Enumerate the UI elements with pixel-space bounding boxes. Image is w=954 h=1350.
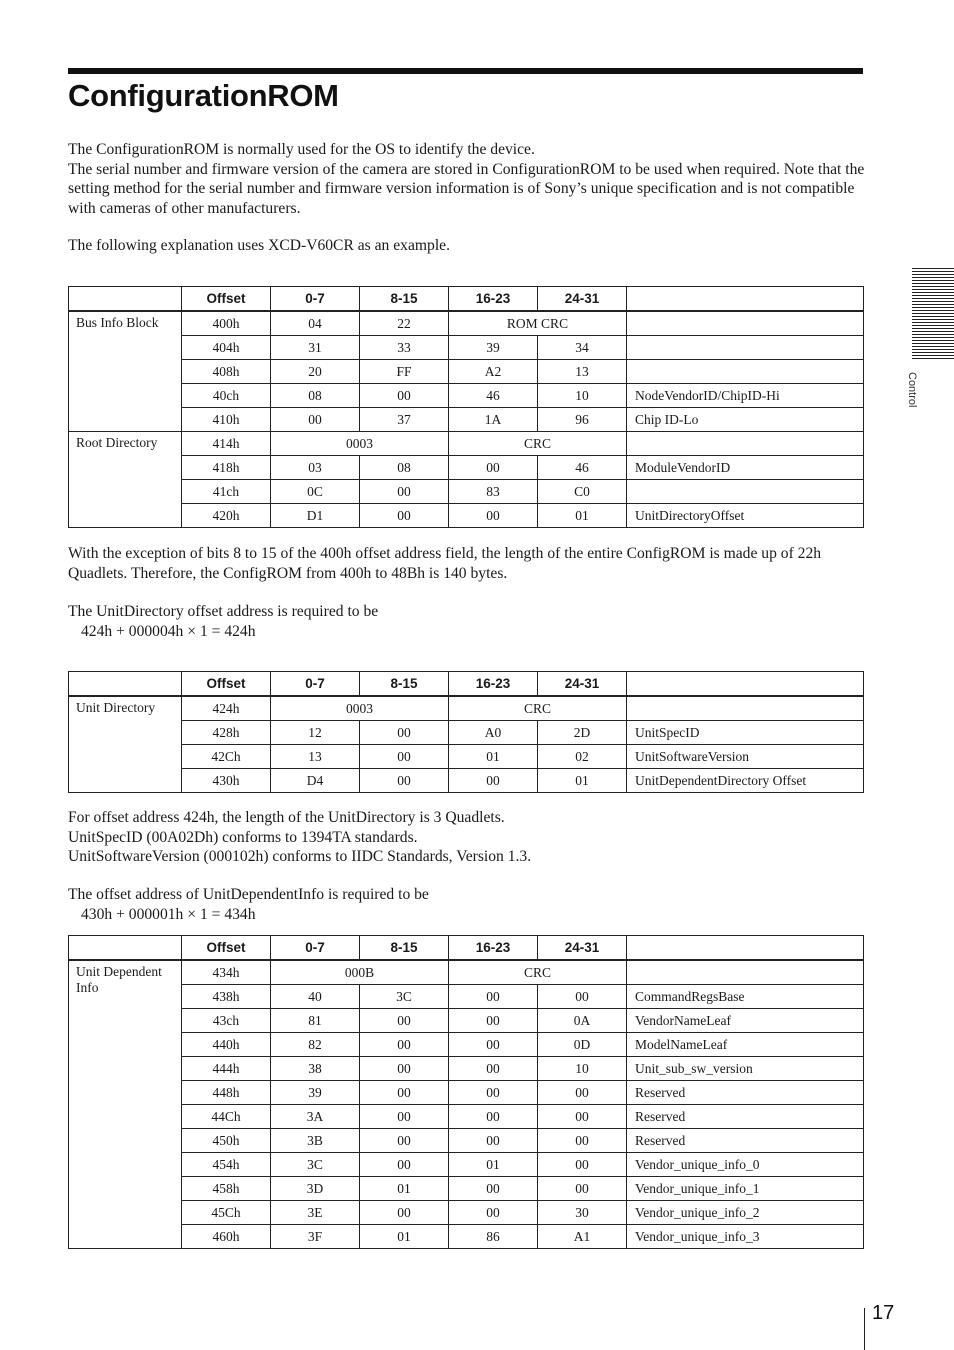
value-cell: 00 bbox=[360, 1081, 449, 1105]
description-cell bbox=[627, 360, 864, 384]
description-cell: UnitDependentDirectory Offset bbox=[627, 769, 864, 793]
value-cell: 3A bbox=[271, 1105, 360, 1129]
header-bits-24-31: 24-31 bbox=[538, 287, 627, 312]
value-cell: 00 bbox=[538, 1129, 627, 1153]
table-row bbox=[69, 1033, 864, 1057]
table-header-row bbox=[69, 287, 864, 312]
table-row bbox=[69, 336, 864, 360]
offset-cell: 41ch bbox=[182, 480, 271, 504]
offset-cell: 434h bbox=[182, 960, 271, 985]
value-cell: D1 bbox=[271, 504, 360, 528]
value-cell: 3E bbox=[271, 1201, 360, 1225]
value-cell: A1 bbox=[538, 1225, 627, 1249]
value-cell: 12 bbox=[271, 721, 360, 745]
description-cell bbox=[627, 432, 864, 456]
value-cell: 01 bbox=[360, 1225, 449, 1249]
value-cell: 00 bbox=[449, 1129, 538, 1153]
table-row bbox=[69, 696, 864, 721]
offset-cell: 40ch bbox=[182, 384, 271, 408]
group-label: Unit Directory bbox=[69, 696, 182, 793]
value-cell: D4 bbox=[271, 769, 360, 793]
offset-cell: 444h bbox=[182, 1057, 271, 1081]
value-cell: 86 bbox=[449, 1225, 538, 1249]
header-group bbox=[69, 936, 182, 961]
value-cell: 46 bbox=[538, 456, 627, 480]
description-cell: Reserved bbox=[627, 1081, 864, 1105]
value-cell: 00 bbox=[271, 408, 360, 432]
value-cell: 01 bbox=[449, 1153, 538, 1177]
value-cell: A2 bbox=[449, 360, 538, 384]
value-cell: 00 bbox=[360, 1129, 449, 1153]
section-side-label bbox=[904, 372, 932, 422]
value-cell: 39 bbox=[449, 336, 538, 360]
section-side-label-text: Control bbox=[906, 372, 918, 408]
value-cell: 0003 bbox=[271, 696, 449, 721]
unitdependent-offset-paragraph bbox=[68, 885, 868, 924]
value-cell: 82 bbox=[271, 1033, 360, 1057]
value-cell: 46 bbox=[449, 384, 538, 408]
value-cell: 2D bbox=[538, 721, 627, 745]
table-row bbox=[69, 1009, 864, 1033]
value-cell: 01 bbox=[449, 745, 538, 769]
unit-dependent-info-table bbox=[68, 935, 864, 1249]
offset-cell: 400h bbox=[182, 311, 271, 336]
header-bits-0-7: 0-7 bbox=[271, 672, 360, 697]
header-group bbox=[69, 287, 182, 312]
table-row bbox=[69, 504, 864, 528]
offset-cell: 424h bbox=[182, 696, 271, 721]
intro-line-1: The ConfigurationROM is normally used for the OS to identify the device. bbox=[68, 141, 535, 158]
value-cell: 3C bbox=[271, 1153, 360, 1177]
value-cell: 01 bbox=[360, 1177, 449, 1201]
group-label: Root Directory bbox=[69, 432, 182, 528]
offset-cell: 45Ch bbox=[182, 1201, 271, 1225]
table-row bbox=[69, 1201, 864, 1225]
value-cell: 00 bbox=[538, 1081, 627, 1105]
value-cell: 10 bbox=[538, 1057, 627, 1081]
offset-cell: 438h bbox=[182, 985, 271, 1009]
header-bits-0-7: 0-7 bbox=[271, 287, 360, 312]
value-cell: 00 bbox=[449, 1009, 538, 1033]
value-cell: 000B bbox=[271, 960, 449, 985]
offset-cell: 440h bbox=[182, 1033, 271, 1057]
offset-cell: 420h bbox=[182, 504, 271, 528]
header-bits-8-15: 8-15 bbox=[360, 287, 449, 312]
offset-cell: 404h bbox=[182, 336, 271, 360]
value-cell: CRC bbox=[449, 432, 627, 456]
note-line-1: For offset address 424h, the length of the UnitDirectory is 3 Quadlets. bbox=[68, 809, 505, 826]
table-row bbox=[69, 456, 864, 480]
value-cell: 00 bbox=[449, 985, 538, 1009]
value-cell: 00 bbox=[360, 504, 449, 528]
value-cell: 04 bbox=[271, 311, 360, 336]
value-cell: 10 bbox=[538, 384, 627, 408]
table-row bbox=[69, 960, 864, 985]
value-cell: 96 bbox=[538, 408, 627, 432]
value-cell: 00 bbox=[360, 1033, 449, 1057]
value-cell: 3B bbox=[271, 1129, 360, 1153]
value-cell: 30 bbox=[538, 1201, 627, 1225]
value-cell: 00 bbox=[449, 1201, 538, 1225]
offset-cell: 410h bbox=[182, 408, 271, 432]
description-cell: UnitDirectoryOffset bbox=[627, 504, 864, 528]
value-cell: 08 bbox=[271, 384, 360, 408]
value-cell: 00 bbox=[360, 1201, 449, 1225]
table-row bbox=[69, 1057, 864, 1081]
value-cell: 83 bbox=[449, 480, 538, 504]
header-description bbox=[627, 287, 864, 312]
description-cell: Vendor_unique_info_0 bbox=[627, 1153, 864, 1177]
table-row bbox=[69, 480, 864, 504]
header-bits-0-7: 0-7 bbox=[271, 936, 360, 961]
table-row bbox=[69, 985, 864, 1009]
header-offset: Offset bbox=[182, 672, 271, 697]
table-row bbox=[69, 1081, 864, 1105]
value-cell: 00 bbox=[360, 1057, 449, 1081]
value-cell: 00 bbox=[538, 1153, 627, 1177]
table-header-row bbox=[69, 936, 864, 961]
unitdependent-offset-formula: 430h + 000001h × 1 = 434h bbox=[81, 905, 256, 923]
example-note: The following explanation uses XCD-V60CR as an example. bbox=[68, 237, 450, 254]
description-cell: NodeVendorID/ChipID-Hi bbox=[627, 384, 864, 408]
description-cell: UnitSpecID bbox=[627, 721, 864, 745]
section-tab-marker bbox=[912, 268, 954, 360]
value-cell: 3C bbox=[360, 985, 449, 1009]
value-cell: 00 bbox=[449, 504, 538, 528]
value-cell: 00 bbox=[360, 1009, 449, 1033]
description-cell: Vendor_unique_info_2 bbox=[627, 1201, 864, 1225]
table-row bbox=[69, 769, 864, 793]
value-cell: 31 bbox=[271, 336, 360, 360]
value-cell: 20 bbox=[271, 360, 360, 384]
header-description bbox=[627, 936, 864, 961]
offset-cell: 42Ch bbox=[182, 745, 271, 769]
page-title: ConfigurationROM bbox=[68, 78, 339, 113]
value-cell: 0D bbox=[538, 1033, 627, 1057]
value-cell: FF bbox=[360, 360, 449, 384]
value-cell: 00 bbox=[360, 480, 449, 504]
value-cell: 08 bbox=[360, 456, 449, 480]
header-bits-24-31: 24-31 bbox=[538, 672, 627, 697]
table-row bbox=[69, 1153, 864, 1177]
intro-line-2: The serial number and firmware version of the camera are stored in ConfigurationROM to be used when required. Note that the setting method for the serial number and firmware version information is of Sony’s unique specification and is not compatible with cameras of other manufacturers. bbox=[68, 160, 865, 217]
value-cell: 1A bbox=[449, 408, 538, 432]
value-cell: 13 bbox=[271, 745, 360, 769]
unitdirectory-offset-paragraph bbox=[68, 602, 868, 641]
header-bits-8-15: 8-15 bbox=[360, 936, 449, 961]
header-bits-16-23: 16-23 bbox=[449, 287, 538, 312]
value-cell: 00 bbox=[360, 1105, 449, 1129]
value-cell: CRC bbox=[449, 696, 627, 721]
value-cell: 01 bbox=[538, 504, 627, 528]
description-cell bbox=[627, 336, 864, 360]
table-row bbox=[69, 360, 864, 384]
offset-cell: 414h bbox=[182, 432, 271, 456]
value-cell: 00 bbox=[449, 1105, 538, 1129]
description-cell bbox=[627, 960, 864, 985]
table-row bbox=[69, 721, 864, 745]
value-cell: 39 bbox=[271, 1081, 360, 1105]
description-cell: Vendor_unique_info_1 bbox=[627, 1177, 864, 1201]
table-row bbox=[69, 384, 864, 408]
description-cell: Vendor_unique_info_3 bbox=[627, 1225, 864, 1249]
page-number: 17 bbox=[872, 1302, 895, 1324]
description-cell: Chip ID-Lo bbox=[627, 408, 864, 432]
table-header-row bbox=[69, 672, 864, 697]
offset-cell: 454h bbox=[182, 1153, 271, 1177]
description-cell: VendorNameLeaf bbox=[627, 1009, 864, 1033]
table-row bbox=[69, 1177, 864, 1201]
note-line-2: UnitSpecID (00A02Dh) conforms to 1394TA standards. bbox=[68, 828, 418, 846]
configrom-length-paragraph: With the exception of bits 8 to 15 of the 400h offset address field, the length of the entire ConfigROM is made up of 22h Quadlets. Therefore, the ConfigROM from 400h to 48Bh is 140 bytes. bbox=[68, 545, 822, 582]
unitdirectory-offset-text: The UnitDirectory offset address is required to be bbox=[68, 603, 379, 620]
value-cell: 00 bbox=[449, 769, 538, 793]
description-cell bbox=[627, 311, 864, 336]
value-cell: 00 bbox=[360, 721, 449, 745]
value-cell: 13 bbox=[538, 360, 627, 384]
note-line-3: UnitSoftwareVersion (000102h) conforms to IIDC Standards, Version 1.3. bbox=[68, 848, 532, 865]
header-bits-24-31: 24-31 bbox=[538, 936, 627, 961]
description-cell bbox=[627, 480, 864, 504]
value-cell: 0A bbox=[538, 1009, 627, 1033]
unitdependent-offset-text: The offset address of UnitDependentInfo is required to be bbox=[68, 886, 429, 903]
bus-info-root-directory-table bbox=[68, 286, 864, 528]
value-cell: 3D bbox=[271, 1177, 360, 1201]
value-cell: 40 bbox=[271, 985, 360, 1009]
value-cell: 81 bbox=[271, 1009, 360, 1033]
offset-cell: 408h bbox=[182, 360, 271, 384]
value-cell: 00 bbox=[360, 769, 449, 793]
offset-cell: 44Ch bbox=[182, 1105, 271, 1129]
description-cell: Unit_sub_sw_version bbox=[627, 1057, 864, 1081]
header-group bbox=[69, 672, 182, 697]
value-cell: 00 bbox=[538, 1177, 627, 1201]
value-cell: 37 bbox=[360, 408, 449, 432]
table-row bbox=[69, 311, 864, 336]
value-cell: 38 bbox=[271, 1057, 360, 1081]
value-cell: 00 bbox=[449, 456, 538, 480]
table-row bbox=[69, 1129, 864, 1153]
group-label: Unit Dependent Info bbox=[69, 960, 182, 1249]
description-cell: ModuleVendorID bbox=[627, 456, 864, 480]
description-cell: Reserved bbox=[627, 1129, 864, 1153]
table-row bbox=[69, 1225, 864, 1249]
value-cell: 00 bbox=[449, 1081, 538, 1105]
page-number-rule bbox=[864, 1308, 865, 1350]
value-cell: 34 bbox=[538, 336, 627, 360]
intro-paragraph bbox=[68, 140, 868, 218]
value-cell: 00 bbox=[360, 745, 449, 769]
table-row bbox=[69, 745, 864, 769]
group-label: Bus Info Block bbox=[69, 311, 182, 432]
offset-cell: 460h bbox=[182, 1225, 271, 1249]
value-cell: ROM CRC bbox=[449, 311, 627, 336]
table-row bbox=[69, 1105, 864, 1129]
description-cell: Reserved bbox=[627, 1105, 864, 1129]
offset-cell: 43ch bbox=[182, 1009, 271, 1033]
offset-cell: 418h bbox=[182, 456, 271, 480]
description-cell: UnitSoftwareVersion bbox=[627, 745, 864, 769]
offset-cell: 430h bbox=[182, 769, 271, 793]
value-cell: CRC bbox=[449, 960, 627, 985]
value-cell: 00 bbox=[360, 384, 449, 408]
unitdirectory-offset-formula: 424h + 000004h × 1 = 424h bbox=[81, 622, 256, 640]
table-row bbox=[69, 408, 864, 432]
header-bits-16-23: 16-23 bbox=[449, 936, 538, 961]
value-cell: 3F bbox=[271, 1225, 360, 1249]
description-cell: CommandRegsBase bbox=[627, 985, 864, 1009]
value-cell: 33 bbox=[360, 336, 449, 360]
value-cell: 0003 bbox=[271, 432, 449, 456]
header-bits-16-23: 16-23 bbox=[449, 672, 538, 697]
value-cell: 00 bbox=[449, 1057, 538, 1081]
value-cell: 01 bbox=[538, 769, 627, 793]
offset-cell: 448h bbox=[182, 1081, 271, 1105]
value-cell: 00 bbox=[449, 1033, 538, 1057]
value-cell: 00 bbox=[538, 1105, 627, 1129]
value-cell: A0 bbox=[449, 721, 538, 745]
description-cell bbox=[627, 696, 864, 721]
unitdirectory-notes bbox=[68, 808, 868, 867]
value-cell: 00 bbox=[449, 1177, 538, 1201]
value-cell: 22 bbox=[360, 311, 449, 336]
value-cell: 00 bbox=[360, 1153, 449, 1177]
header-offset: Offset bbox=[182, 287, 271, 312]
value-cell: 00 bbox=[538, 985, 627, 1009]
header-description bbox=[627, 672, 864, 697]
table-row bbox=[69, 432, 864, 456]
unit-directory-table bbox=[68, 671, 864, 793]
offset-cell: 450h bbox=[182, 1129, 271, 1153]
value-cell: 03 bbox=[271, 456, 360, 480]
value-cell: 0C bbox=[271, 480, 360, 504]
offset-cell: 458h bbox=[182, 1177, 271, 1201]
value-cell: 02 bbox=[538, 745, 627, 769]
header-offset: Offset bbox=[182, 936, 271, 961]
offset-cell: 428h bbox=[182, 721, 271, 745]
value-cell: C0 bbox=[538, 480, 627, 504]
title-rule bbox=[68, 68, 863, 74]
description-cell: ModelNameLeaf bbox=[627, 1033, 864, 1057]
header-bits-8-15: 8-15 bbox=[360, 672, 449, 697]
